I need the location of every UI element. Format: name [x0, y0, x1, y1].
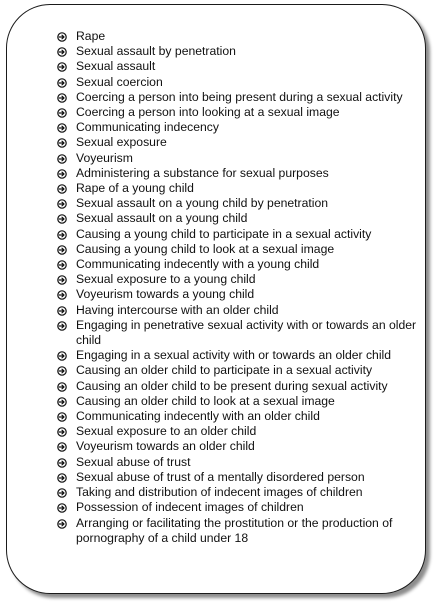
list-item-text: Communicating indecently with an older child: [76, 409, 320, 424]
list-item-text: Coercing a person into looking at a sexual image: [76, 105, 340, 120]
list-item: [57, 287, 419, 302]
list-item: [57, 394, 419, 409]
circled-arrow-right-icon: [57, 303, 67, 316]
list-item: [57, 90, 419, 105]
list-item: [57, 303, 419, 318]
list-item: [57, 242, 419, 257]
list-item-text: Causing an older child to participate in a sexual activity: [76, 363, 373, 378]
circled-arrow-right-icon: [57, 424, 67, 437]
list-item-text: Having intercourse with an older child: [76, 302, 279, 317]
circled-arrow-right-icon: [57, 409, 67, 422]
list-item: [57, 348, 419, 363]
circled-arrow-right-icon: [57, 105, 67, 118]
circled-arrow-right-icon: [57, 242, 67, 255]
list-item: [57, 75, 419, 90]
circled-arrow-right-icon: [57, 348, 67, 361]
list-item: [57, 485, 419, 500]
list-item-text: Rape: [76, 29, 106, 43]
circled-arrow-right-icon: [57, 363, 67, 376]
list-item: [57, 196, 419, 211]
circled-arrow-right-icon: [57, 470, 67, 483]
circled-arrow-right-icon: [57, 151, 67, 164]
circled-arrow-right-icon: [57, 500, 67, 513]
list-item: [57, 363, 419, 378]
list-item-text: Coercing a person into being present during a sexual activity: [76, 89, 403, 104]
list-item: [57, 439, 419, 454]
offences-card: [6, 4, 426, 594]
list-item: [57, 181, 419, 196]
list-item: [57, 500, 419, 515]
list-item-text: Sexual exposure to a young child: [76, 272, 256, 287]
list-item-text: Possession of indecent images of children: [76, 500, 304, 515]
circled-arrow-right-icon: [57, 455, 67, 468]
list-item-text: Sexual exposure: [76, 135, 167, 150]
circled-arrow-right-icon: [57, 196, 67, 209]
circled-arrow-right-icon: [57, 287, 67, 300]
circled-arrow-right-icon: [57, 29, 67, 42]
list-item: [57, 470, 419, 485]
list-item-text: Engaging in a sexual activity with or towards an older child: [76, 348, 392, 363]
list-item: [57, 272, 419, 287]
circled-arrow-right-icon: [57, 227, 67, 240]
offences-list: [57, 29, 419, 546]
list-item: [57, 211, 419, 226]
list-item-text: Voyeurism towards an older child: [76, 439, 255, 454]
list-item-text: Sexual assault on a young child: [76, 211, 248, 226]
list-item-text: Taking and distribution of indecent images of children: [76, 485, 363, 500]
list-item-text: Sexual exposure to an older child: [76, 424, 257, 439]
list-item-text: Causing an older child to be present during sexual activity: [76, 378, 388, 393]
list-item: [57, 455, 419, 470]
list-item: [57, 227, 419, 242]
list-item-text: Sexual assault on a young child by penetration: [76, 196, 329, 211]
circled-arrow-right-icon: [57, 181, 67, 194]
circled-arrow-right-icon: [57, 394, 67, 407]
list-item-text: Voyeurism: [76, 150, 133, 165]
circled-arrow-right-icon: [57, 44, 67, 57]
list-item-text: Communicating indecency: [76, 120, 219, 135]
list-item-text: Administering a substance for sexual purposes: [76, 165, 329, 180]
circled-arrow-right-icon: [57, 318, 67, 331]
list-item: [57, 166, 419, 181]
list-item: [57, 44, 419, 59]
list-item-text: Sexual coercion: [76, 74, 163, 89]
list-item-text: Sexual abuse of trust of a mentally disordered person: [76, 469, 365, 484]
list-item-text: Causing a young child to participate in a sexual activity: [76, 226, 372, 241]
list-item: [57, 379, 419, 394]
list-item: [57, 105, 419, 120]
list-item-text: Causing a young child to look at a sexual image: [76, 241, 335, 256]
circled-arrow-right-icon: [57, 75, 67, 88]
list-item: [57, 59, 419, 74]
circled-arrow-right-icon: [57, 211, 67, 224]
circled-arrow-right-icon: [57, 166, 67, 179]
list-item: [57, 516, 419, 546]
list-item: [57, 120, 419, 135]
circled-arrow-right-icon: [57, 257, 67, 270]
list-item-text: Sexual assault by penetration: [76, 44, 236, 59]
circled-arrow-right-icon: [57, 485, 67, 498]
circled-arrow-right-icon: [57, 272, 67, 285]
list-item-text: Arranging or facilitating the prostitution or the production of pornography of a child under 18: [76, 515, 393, 545]
circled-arrow-right-icon: [57, 379, 67, 392]
list-item-text: Sexual assault: [76, 59, 156, 74]
circled-arrow-right-icon: [57, 90, 67, 103]
circled-arrow-right-icon: [57, 516, 67, 529]
list-item: [57, 151, 419, 166]
list-item-text: Voyeurism towards a young child: [76, 287, 255, 302]
list-item: [57, 409, 419, 424]
list-item-text: Causing an older child to look at a sexual image: [76, 393, 335, 408]
list-item-text: Sexual abuse of trust: [76, 454, 191, 469]
list-item: [57, 257, 419, 272]
list-item: [57, 424, 419, 439]
list-item: [57, 135, 419, 150]
list-item-text: Rape of a young child: [76, 181, 194, 196]
circled-arrow-right-icon: [57, 59, 67, 72]
circled-arrow-right-icon: [57, 120, 67, 133]
list-item-text: Engaging in penetrative sexual activity with or towards an older child: [76, 317, 417, 348]
circled-arrow-right-icon: [57, 135, 67, 148]
list-item-text: Communicating indecently with a young child: [76, 257, 320, 272]
circled-arrow-right-icon: [57, 439, 67, 452]
list-item: [57, 29, 419, 44]
list-item: [57, 318, 419, 348]
